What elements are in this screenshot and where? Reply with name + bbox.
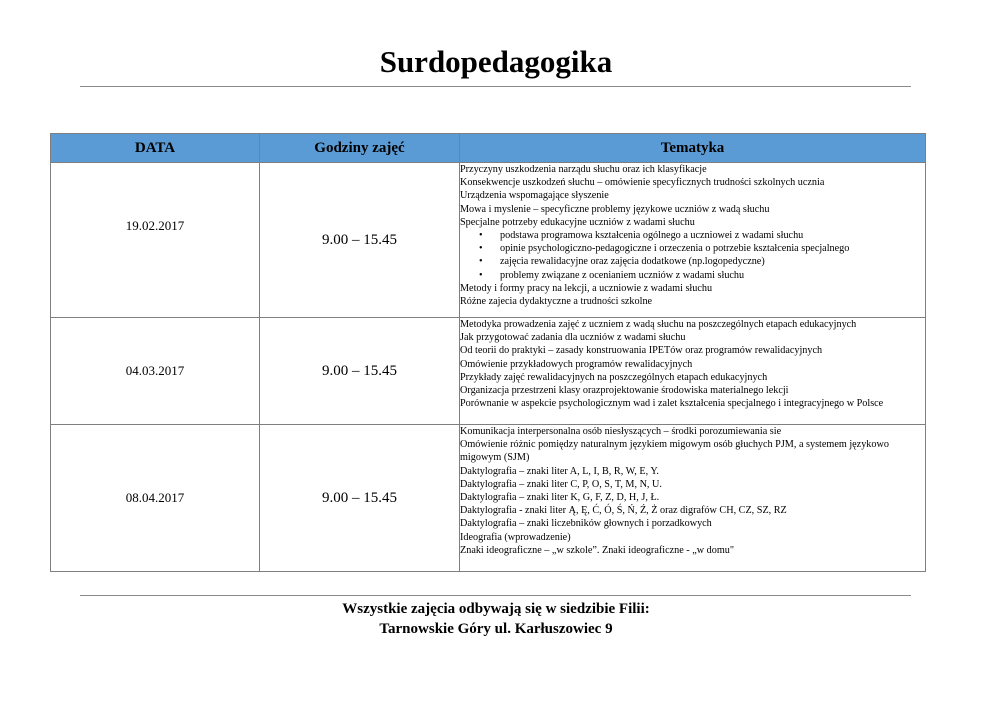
topic-line: Daktylografia – znaki liter A, L, I, B, R, W, E, Y. [460, 465, 659, 477]
row-hours: 9.00 – 15.45 [260, 163, 460, 318]
row-topics [460, 318, 926, 425]
topic-bullet [460, 229, 925, 242]
bullet-icon: • [479, 230, 483, 242]
footer-divider [80, 595, 911, 596]
bullet-icon: • [479, 256, 483, 268]
topic-line: Przyczyny uszkodzenia narządu słuchu oraz ich klasyfikacje [460, 164, 707, 175]
table-row [51, 318, 926, 425]
bullet-text: zajęcia rewalidacyjne oraz zajęcia dodatkowe (np.logopedyczne) [500, 256, 765, 268]
topic-line: Metodyka prowadzenia zajęć z uczniem z wadą słuchu na poszczególnych etapach edukacyjnych [460, 319, 857, 330]
table-row [51, 425, 926, 572]
row-hours: 9.00 – 15.45 [260, 318, 460, 425]
topic-line: Od teorii do praktyki – zasady konstruowania IPETów oraz programów rewalidacyjnych [460, 345, 823, 357]
table-row [51, 163, 926, 318]
topic-line: Specjalne potrzeby edukacyjne uczniów z wadami słuchu [460, 216, 695, 228]
topic-line: Metody i formy pracy na lekcji, a uczniowie z wadami słuchu [460, 282, 713, 294]
topic-line: Daktylografia – znaki liczebników głownych i porzadkowych [460, 518, 712, 530]
schedule-table [50, 133, 926, 572]
bullet-text: opinie psychologiczno-pedagogiczne i orzeczenia o potrzebie kształcenia specjalnego [500, 243, 850, 255]
topic-line: Daktylografia – znaki liter C, P, O, S, T, M, N, U. [460, 478, 662, 490]
table-header-row [51, 134, 926, 163]
header-topics: Tematyka [460, 134, 926, 163]
topic-line: Różne zajecia dydaktyczne a trudności szkolne [460, 296, 653, 308]
topic-line: Daktylografia - znaki liter Ą, Ę, Ć, Ó, Ś, Ń, Ź, Ż oraz digrafów CH, CZ, SZ, RZ [460, 505, 787, 517]
row-date [51, 163, 260, 318]
topic-line: Omówienie przykładowych programów rewalidacyjnych [460, 358, 693, 370]
bullet-icon: • [479, 269, 483, 281]
title-divider [80, 86, 911, 87]
footer [0, 599, 992, 639]
bullet-text: podstawa programowa kształcenia ogólnego a uczniowei z wadami słuchu [500, 230, 804, 242]
topic-line: Znaki ideograficzne – „w szkole”. Znaki ideograficzne - „w domu" [460, 544, 735, 556]
topic-bullet [460, 269, 925, 282]
topic-bullet [460, 242, 925, 255]
row-topics [460, 425, 926, 572]
topic-line: Ideografia (wprowadzenie) [460, 531, 571, 543]
topic-line: Mowa i myslenie – specyficzne problemy językowe uczniów z wadą słuchu [460, 203, 770, 215]
topic-line: Urządzenia wspomagające słyszenie [460, 190, 609, 202]
row-date: 08.04.2017 [51, 425, 260, 572]
header-date: DATA [51, 134, 260, 163]
row-hours: 9.00 – 15.45 [260, 425, 460, 572]
row-date: 04.03.2017 [51, 318, 260, 425]
topic-line: Przykłady zajęć rewalidacyjnych na poszczególnych etapach edukacyjnych [460, 371, 768, 383]
footer-line-2: Tarnowskie Góry ul. Karłuszowiec 9 [379, 621, 613, 637]
date-text: 19.02.2017 [125, 218, 185, 233]
topic-bullet [460, 255, 925, 268]
topic-line: Komunikacja interpersonalna osób niesłyszących – środki porozumiewania sie [460, 426, 782, 437]
bullet-icon: • [479, 243, 483, 255]
document-title: Surdopedagogika [379, 44, 613, 79]
header-hours: Godziny zajęć [260, 134, 460, 163]
topic-line: Omówienie różnic pomiędzy naturalnym językiem migowym osób głuchych PJM, a systemem językowo migowym (SJM) [460, 439, 889, 464]
row-topics [460, 163, 926, 318]
bullet-text: problemy związane z ocenianiem uczniów z wadami słuchu [500, 269, 745, 281]
topic-line: Organizacja przestrzeni klasy orazprojektowanie środowiska materialnego lekcji [460, 385, 789, 397]
topic-line: Konsekwencje uszkodzeń słuchu – omówienie specyficznych trudności szkolnych ucznia [460, 177, 825, 189]
footer-line-1: Wszystkie zajęcia odbywają się w siedzibie Filii: [342, 601, 650, 617]
topic-line: Daktylografia – znaki liter K, G, F, Z, D, H, J, Ł. [460, 492, 660, 504]
topic-line: Porównanie w aspekcie psychologicznym wad i zalet kształcenia specjalnego i integracyjnego w Polsce [460, 398, 884, 410]
topic-line: Jak przygotować zadania dla uczniów z wadami słuchu [460, 332, 686, 344]
